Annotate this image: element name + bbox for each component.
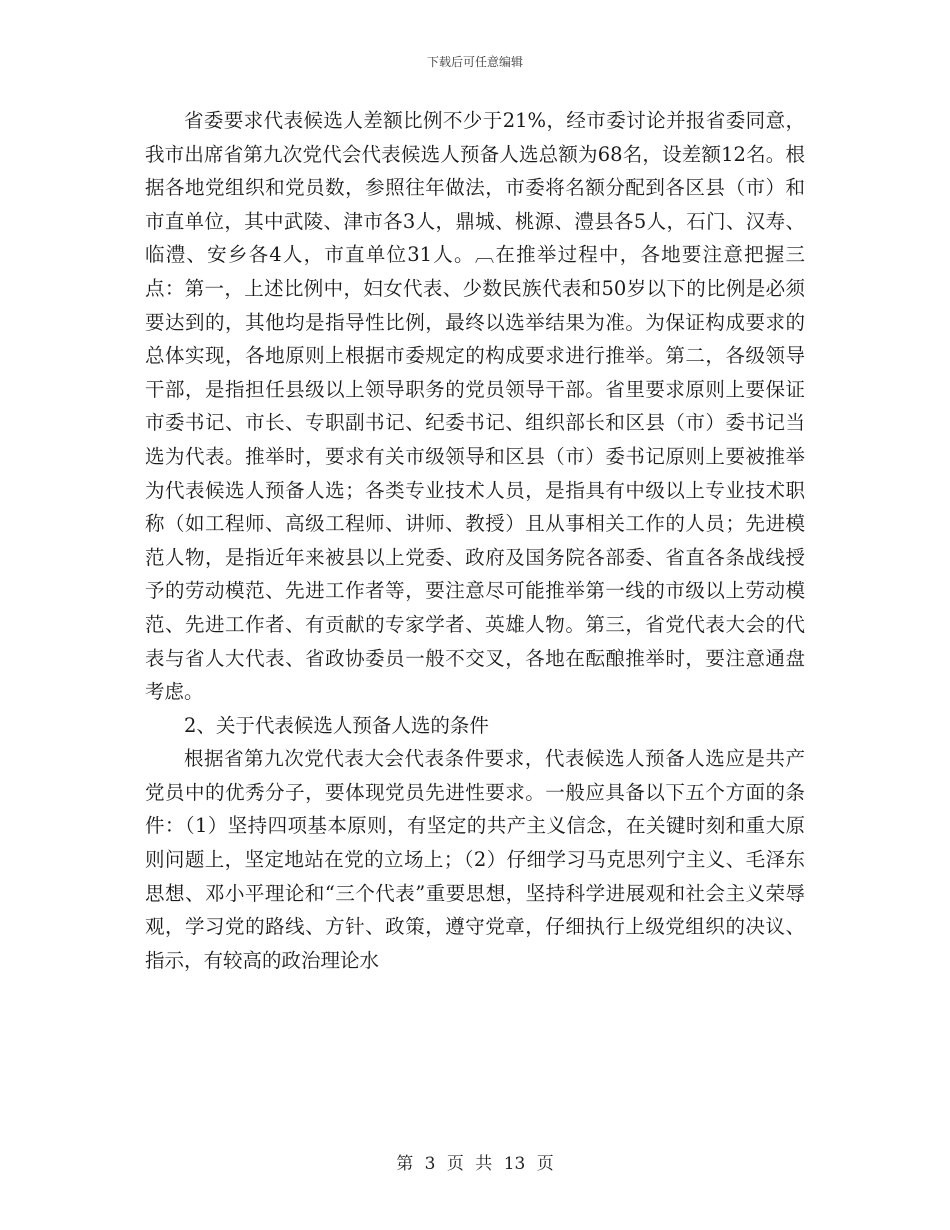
- page-number: 第 3 页 共 13 页: [396, 1154, 554, 1174]
- body-paragraph-1: 省委要求代表候选人差额比例不少于21%，经市委讨论并报省委同意，我市出席省第九次党代会代表候选人预备人选总额为68名，设差额12名。根据各地党组织和党员数，参照往年做法，市委将名额分配到各区县（市）和市直单位，其中武陵、津市各3人，鼎城、桃源、澧县各5人，石门、汉寿、临澧、安乡各4人，市直单位31人。︹在推举过程中，各地要注意把握三点：第一，上述比例中，妇女代表、少数民族代表和50岁以下的比例是必须要达到的，其他均是指导性比例，最终以选举结果为准。为保证构成要求的总体实现，各地原则上根据市委规定的构成要求进行推举。第二，各级领导干部，是指担任县级以上领导职务的党员领导干部。省里要求原则上要保证市委书记、市长、专职副书记、纪委书记、组织部长和区县（市）委书记当选为代表。推举时，要求有关市级领导和区县（市）委书记原则上要被推举为代表候选人预备人选；各类专业技术人员，是指具有中级以上专业技术职称（如工程师、高级工程师、讲师、教授）且从事相关工作的人员；先进模范人物，是指近年来被县以上党委、政府及国务院各部委、省直各条战线授予的劳动模范、先进工作者等，要注意尽可能推举第一线的市级以上劳动模范、先进工作者、有贡献的专家学者、英雄人物。第三，省党代表大会的代表与省人大代表、省政协委员一般不交叉，各地在酝酿推举时，要注意通盘考虑。: [145, 109, 805, 704]
- page-header-note: 下载后可任意编辑: [426, 55, 523, 69]
- section-heading: 2、关于代表候选人预备人选的条件: [184, 713, 489, 737]
- body-paragraph-2: 根据省第九次党代表大会代表条件要求，代表候选人预备人选应是共产党员中的优秀分子，要体现党员先进性要求。一般应具备以下五个方面的条件：（1）坚持四项基本原则，有坚定的共产主义信念，在关键时刻和重大原则问题上，坚定地站在党的立场上；（2）仔细学习马克思列宁主义、毛泽东思想、邓小平理论和“三个代表”重要思想，坚持科学进展观和社会主义荣辱观，学习党的路线、方针、政策，遵守党章，仔细执行上级党组织的决议、指示，有较高的政治理论水: [145, 747, 805, 972]
- document-body: [145, 104, 805, 977]
